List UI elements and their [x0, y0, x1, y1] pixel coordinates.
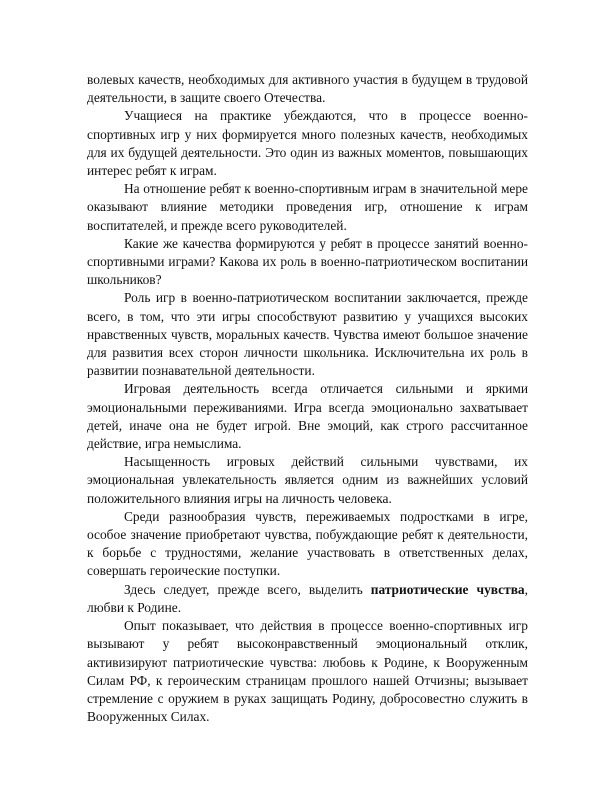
paragraph-9-end: , любви к Родине.: [87, 581, 528, 615]
paragraph-2: Учащиеся на практике убеждаются, что в процессе военно-спортивных игр у них формируется много полезных качеств, необходимых для их будущей деятельности. Это один из важных моментов, повышающих интерес ребят к играм.: [87, 108, 528, 179]
paragraph-10: Опыт показывает, что действия в процессе военно-спортивных игр вызывают у ребят высоконравственный эмоциональный отклик, активизируют патриотические чувства: любовь к Родине, к Вооруженным Силам РФ, к героическим страницам прошлого нашей Отчизны; вызывает стремление с оружием в руках защищать Родину, добросовестно служить в Вооруженных Силах.: [87, 618, 528, 725]
patriotic-feelings-bold-text: патриотические чувства: [370, 581, 525, 597]
paragraph-7: Насыщенность игровых действий сильными чувствами, их эмоциональная увлекательность является одним из важнейших условий положительного влияния игры на личность человека.: [87, 454, 528, 506]
paragraph-4: Какие же качества формируются у ребят в процессе занятий военно-спортивными играми? Какова их роль в военно-патриотическом воспитании школьников?: [87, 235, 528, 288]
paragraph-5: Роль игр в военно-патриотическом воспитании заключается, прежде всего, в том, что эти игры способствуют развитию у учащихся высоких нравственных чувств, моральных качеств. Чувства имеют большое значение для развития всех сторон личности школьника. Исключительна их роль в развитии познавательной деятельности.: [87, 290, 528, 379]
paragraph-9: [87, 581, 528, 617]
paragraph-8: Среди разнообразия чувств, переживаемых подростками в игре, особое значение приобретают чувства, побуждающие ребят к деятельности, к борьбе с трудностями, желание участвовать в ответственных делах, совершать героические поступки.: [87, 508, 528, 579]
paragraph-1: волевых качеств, необходимых для активного участия в будущем в трудовой деятельности, в защите своего Отечества.: [87, 72, 528, 106]
paragraph-6: Игровая деятельность всегда отличается сильными и яркими эмоциональными переживаниями. Игра всегда эмоционально захватывает детей, иначе она не будет игрой. Вне эмоций, как строго рассчитанное действие, игра немыслима.: [87, 381, 528, 452]
paragraph-3: На отношение ребят к военно-спортивным играм в значительной мере оказывают влияние методики проведения игр, отношение к играм воспитателей, и прежде всего руководителей.: [87, 181, 528, 233]
paragraph-9-start: Здесь следует, прежде всего, выделить: [124, 581, 371, 597]
